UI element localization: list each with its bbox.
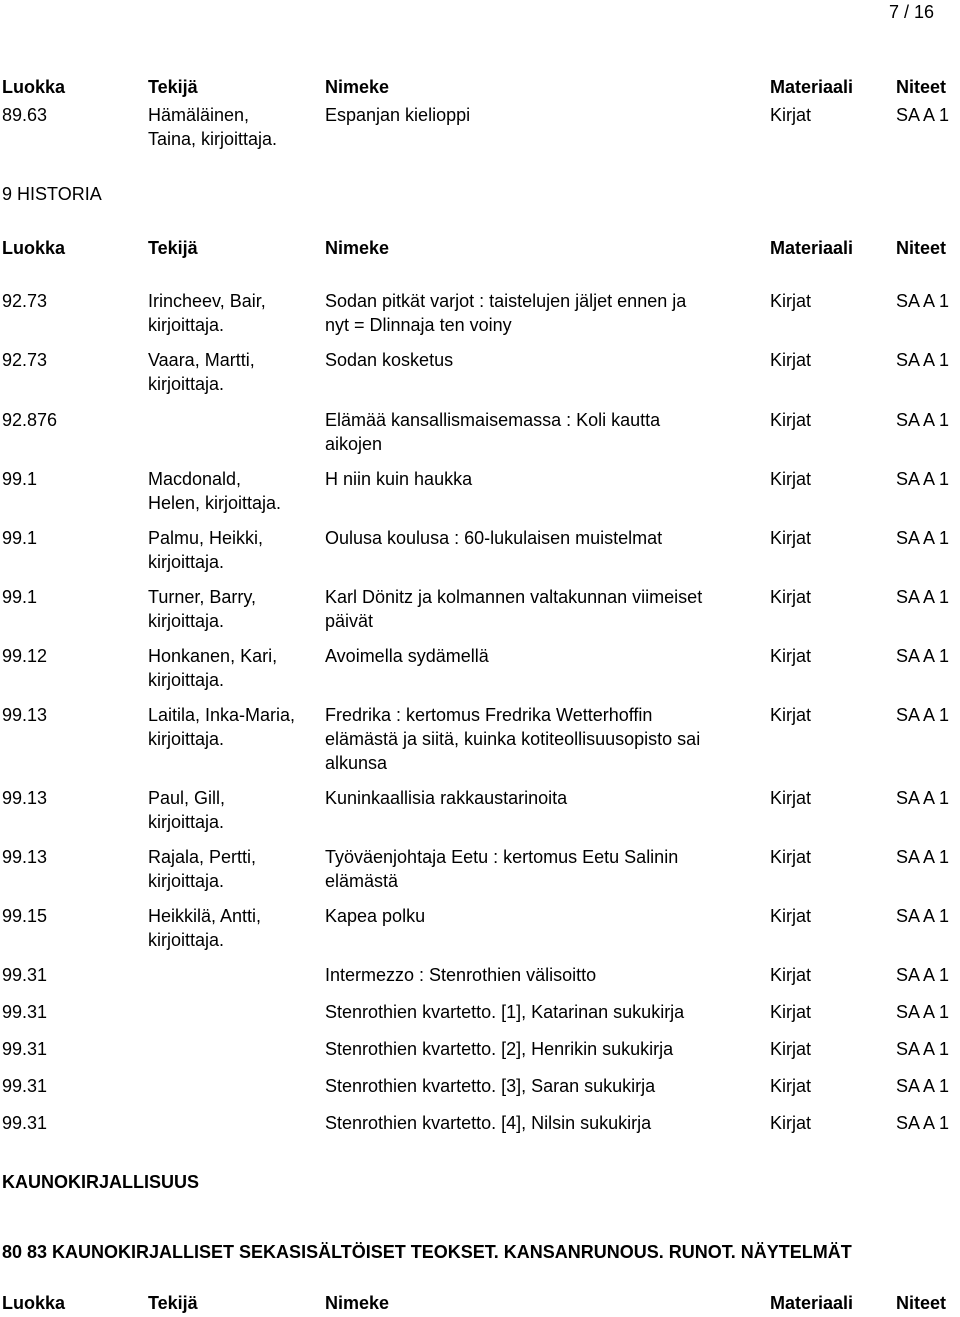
row-class: 99.31 (2, 1002, 48, 1022)
header-title: Nimeke (325, 77, 390, 97)
row-class: 89.63 (2, 105, 48, 125)
row-class: 92.73 (2, 350, 48, 370)
row-notes: SA A 1 (896, 1076, 950, 1096)
row-title: elämästä ja siitä, kuinka kotiteollisuusopisto sai (325, 729, 701, 749)
row-material: Kirjat (770, 906, 812, 926)
row-material: Kirjat (770, 1076, 812, 1096)
row-notes: SA A 1 (896, 528, 950, 548)
row-author: kirjoittaja. (148, 315, 225, 335)
row-notes: SA A 1 (896, 1039, 950, 1059)
row-author: Rajala, Pertti, (148, 847, 257, 867)
row-material: Kirjat (770, 646, 812, 666)
row-class: 99.12 (2, 646, 48, 666)
row-class: 99.1 (2, 528, 38, 548)
row-author: Palmu, Heikki, (148, 528, 264, 548)
header-class: Luokka (2, 238, 66, 258)
row-title: Kuninkaallisia rakkaustarinoita (325, 788, 568, 808)
row-class: 92.73 (2, 291, 48, 311)
header-title: Nimeke (325, 238, 390, 258)
section-heading-history: 9 HISTORIA (2, 184, 102, 204)
row-author: kirjoittaja. (148, 729, 225, 749)
row-title: Sodan pitkät varjot : taistelujen jäljet ennen ja (325, 291, 687, 311)
row-title: Espanjan kielioppi (325, 105, 471, 125)
header-material: Materiaali (770, 77, 854, 97)
header-notes: Niteet (896, 1293, 947, 1313)
row-title: Elämää kansallismaisemassa : Koli kautta (325, 410, 661, 430)
row-author: Taina, kirjoittaja. (148, 129, 278, 149)
row-title: Stenrothien kvartetto. [2], Henrikin sukukirja (325, 1039, 674, 1059)
header-class: Luokka (2, 1293, 66, 1313)
row-author: kirjoittaja. (148, 871, 225, 891)
row-material: Kirjat (770, 469, 812, 489)
row-author: kirjoittaja. (148, 670, 225, 690)
row-material: Kirjat (770, 1002, 812, 1022)
row-title: Stenrothien kvartetto. [1], Katarinan sukukirja (325, 1002, 685, 1022)
row-author: kirjoittaja. (148, 552, 225, 572)
row-material: Kirjat (770, 350, 812, 370)
row-material: Kirjat (770, 705, 812, 725)
row-title: Stenrothien kvartetto. [3], Saran sukukirja (325, 1076, 656, 1096)
row-title: Karl Dönitz ja kolmannen valtakunnan viimeiset (325, 587, 703, 607)
row-title: nyt = Dlinnaja ten voiny (325, 315, 512, 335)
row-title: Intermezzo : Stenrothien välisoitto (325, 965, 597, 985)
row-title: Työväenjohtaja Eetu : kertomus Eetu Salinin (325, 847, 679, 867)
row-title: Fredrika : kertomus Fredrika Wetterhoffin (325, 705, 653, 725)
row-notes: SA A 1 (896, 410, 950, 430)
header-author: Tekijä (148, 1293, 198, 1313)
row-author: Turner, Barry, (148, 587, 257, 607)
row-material: Kirjat (770, 1113, 812, 1133)
row-class: 99.13 (2, 705, 48, 725)
row-author: Irincheev, Bair, (148, 291, 266, 311)
row-class: 99.13 (2, 847, 48, 867)
row-title: Kapea polku (325, 906, 426, 926)
row-notes: SA A 1 (896, 847, 950, 867)
row-title: alkunsa (325, 753, 388, 773)
row-class: 99.31 (2, 1039, 48, 1059)
row-notes: SA A 1 (896, 1002, 950, 1022)
row-author: kirjoittaja. (148, 611, 225, 631)
row-class: 99.1 (2, 469, 38, 489)
row-author: Vaara, Martti, (148, 350, 255, 370)
row-title: aikojen (325, 434, 383, 454)
row-material: Kirjat (770, 788, 812, 808)
row-title: Sodan kosketus (325, 350, 454, 370)
row-material: Kirjat (770, 587, 812, 607)
row-title: Stenrothien kvartetto. [4], Nilsin sukukirja (325, 1113, 652, 1133)
row-title: elämästä (325, 871, 399, 891)
row-title: päivät (325, 611, 374, 631)
row-author: Honkanen, Kari, (148, 646, 278, 666)
row-title: Oulusa koulusa : 60-lukulaisen muistelmat (325, 528, 663, 548)
header-author: Tekijä (148, 238, 198, 258)
row-material: Kirjat (770, 291, 812, 311)
row-author: Helen, kirjoittaja. (148, 493, 282, 513)
page-number: 7 / 16 (888, 2, 934, 22)
row-author: kirjoittaja. (148, 374, 225, 394)
row-notes: SA A 1 (896, 965, 950, 985)
row-material: Kirjat (770, 410, 812, 430)
row-author: Laitila, Inka-Maria, (148, 705, 296, 725)
row-notes: SA A 1 (896, 350, 950, 370)
row-notes: SA A 1 (896, 587, 950, 607)
row-author: Paul, Gill, (148, 788, 226, 808)
row-class: 99.15 (2, 906, 48, 926)
row-notes: SA A 1 (896, 646, 950, 666)
row-material: Kirjat (770, 847, 812, 867)
header-notes: Niteet (896, 77, 947, 97)
row-class: 92.876 (2, 410, 58, 430)
row-class: 99.1 (2, 587, 38, 607)
row-notes: SA A 1 (896, 705, 950, 725)
row-notes: SA A 1 (896, 105, 950, 125)
row-material: Kirjat (770, 105, 812, 125)
header-title: Nimeke (325, 1293, 390, 1313)
row-class: 99.31 (2, 1113, 48, 1133)
row-class: 99.31 (2, 965, 48, 985)
row-author: kirjoittaja. (148, 930, 225, 950)
row-title: Avoimella sydämellä (325, 646, 489, 666)
row-notes: SA A 1 (896, 291, 950, 311)
header-material: Materiaali (770, 238, 854, 258)
row-material: Kirjat (770, 965, 812, 985)
header-notes: Niteet (896, 238, 947, 258)
row-author: kirjoittaja. (148, 812, 225, 832)
row-author: Heikkilä, Antti, (148, 906, 262, 926)
header-class: Luokka (2, 77, 66, 97)
row-author: Macdonald, (148, 469, 242, 489)
header-author: Tekijä (148, 77, 198, 97)
section-heading-fiction: KAUNOKIRJALLISUUS (2, 1172, 200, 1192)
row-class: 99.31 (2, 1076, 48, 1096)
row-author: Hämäläinen, (148, 105, 250, 125)
header-material: Materiaali (770, 1293, 854, 1313)
row-notes: SA A 1 (896, 788, 950, 808)
row-notes: SA A 1 (896, 1113, 950, 1133)
row-title: H niin kuin haukka (325, 469, 473, 489)
section-subheading-fiction: 80 83 KAUNOKIRJALLISET SEKASISÄLTÖISET TEOKSET. KANSANRUNOUS. RUNOT. NÄYTELMÄT (2, 1242, 852, 1262)
row-notes: SA A 1 (896, 469, 950, 489)
row-class: 99.13 (2, 788, 48, 808)
row-material: Kirjat (770, 1039, 812, 1059)
row-material: Kirjat (770, 528, 812, 548)
row-notes: SA A 1 (896, 906, 950, 926)
